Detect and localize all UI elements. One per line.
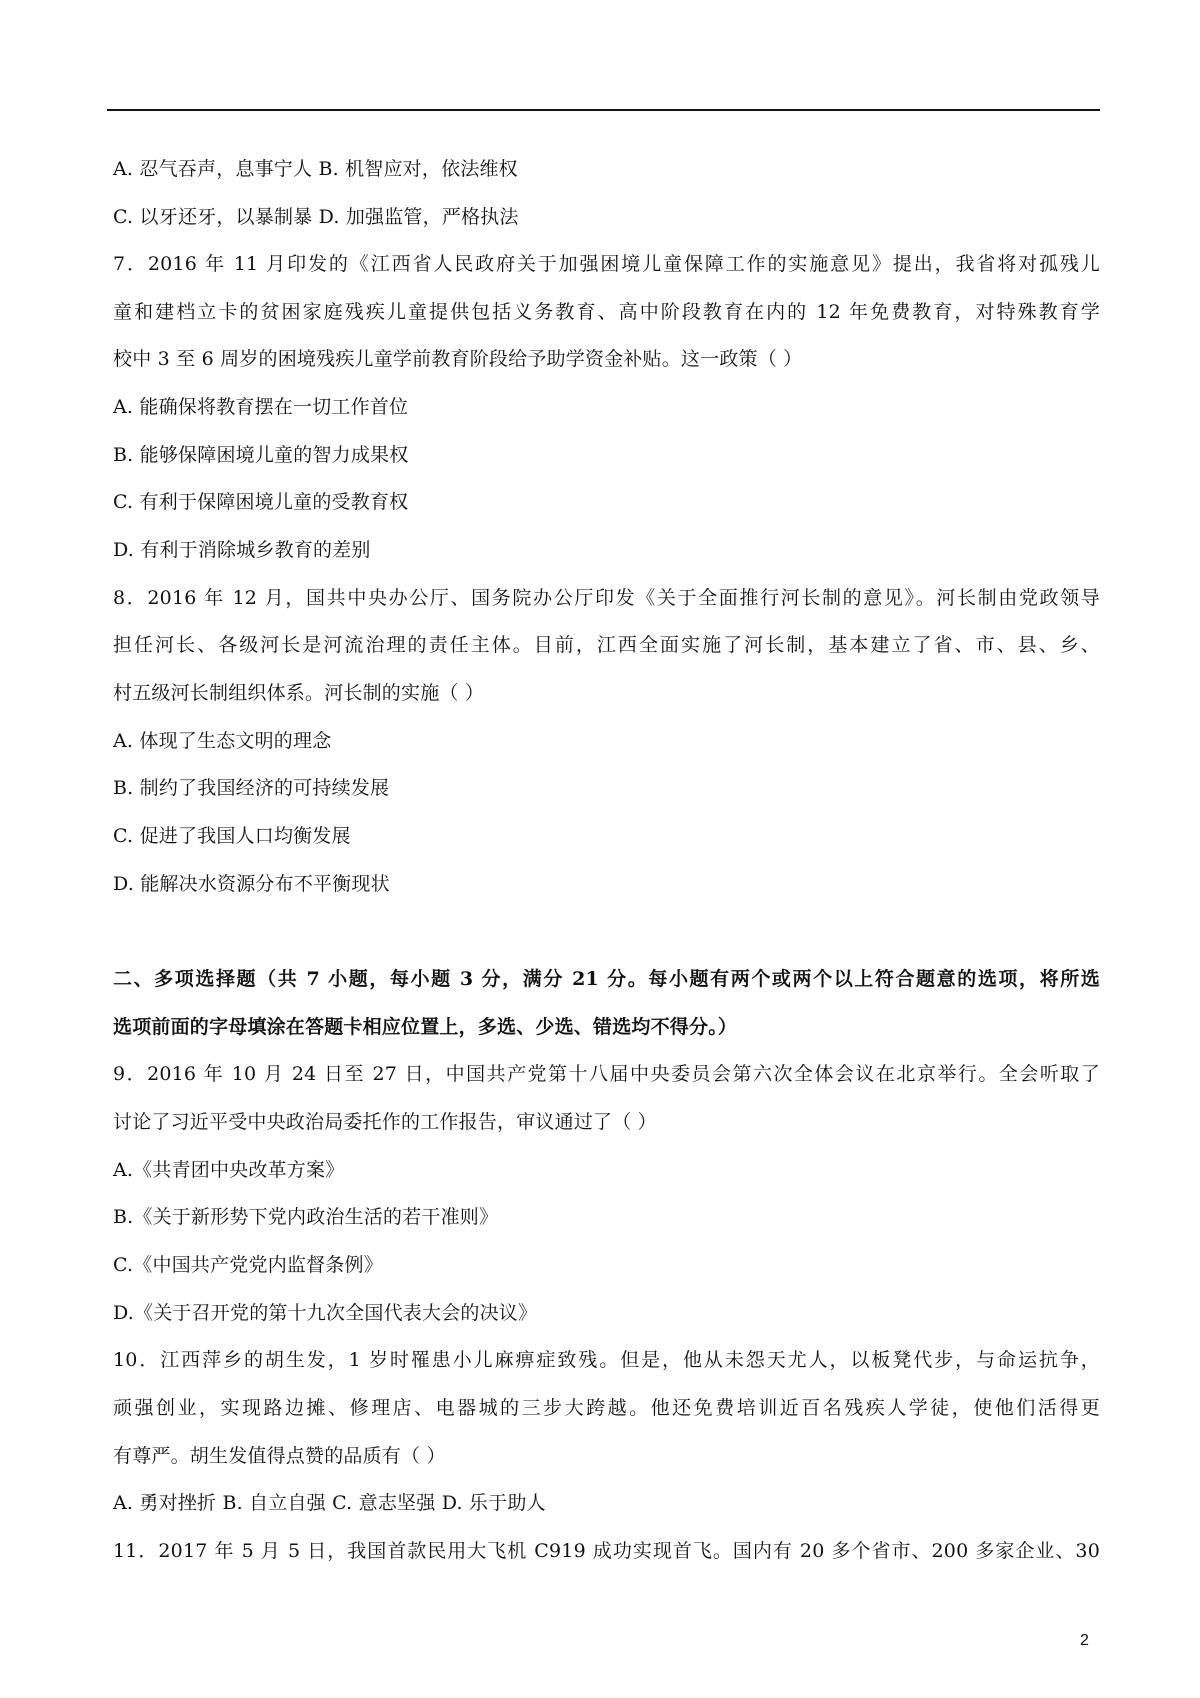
q9-stem-line-1: 9．2016 年 10 月 24 日至 27 日，中国共产党第十八届中央委员会第六次全体会议在北京举行。全会听取了 <box>113 1063 1100 1085</box>
q8-stem-line-1: 8．2016 年 12 月，国共中央办公厅、国务院办公厅印发《关于全面推行河长制的意见》。河长制由党政领导 <box>113 587 1100 609</box>
q7-option-d: D. 有利于消除城乡教育的差别 <box>113 539 371 561</box>
q7-stem-line-2: 童和建档立卡的贫困家庭残疾儿童提供包括义务教育、高中阶段教育在内的 12 年免费教育，对特殊教育学 <box>113 301 1100 323</box>
q9-option-a: A.《共青团中央改革方案》 <box>113 1159 345 1181</box>
q10-stem-line-1: 10．江西萍乡的胡生发，1 岁时罹患小儿麻痹症致残。但是，他从未怨天尤人，以板凳代步，与命运抗争， <box>113 1349 1100 1371</box>
q7-option-a: A. 能确保将教育摆在一切工作首位 <box>113 396 409 418</box>
q8-option-a: A. 体现了生态文明的理念 <box>113 730 332 752</box>
q9-stem-line-2: 讨论了习近平受中央政治局委托作的工作报告，审议通过了（ ） <box>113 1111 657 1133</box>
q6-options-line-1: A. 忍气吞声，息事宁人 B. 机智应对，依法维权 <box>113 158 518 180</box>
page-number: 2 <box>1080 1632 1089 1649</box>
q8-option-d: D. 能解决水资源分布不平衡现状 <box>113 873 390 895</box>
q8-option-b: B. 制约了我国经济的可持续发展 <box>113 777 390 799</box>
header-rule <box>107 109 1100 111</box>
q8-option-c: C. 促进了我国人口均衡发展 <box>113 825 351 847</box>
section2-heading-line-2: 选项前面的字母填涂在答题卡相应位置上，多选、少选、错选均不得分。） <box>113 1016 738 1038</box>
q7-option-b: B. 能够保障困境儿童的智力成果权 <box>113 444 409 466</box>
q7-option-c: C. 有利于保障困境儿童的受教育权 <box>113 491 409 513</box>
q6-options-line-2: C. 以牙还牙，以暴制暴 D. 加强监管，严格执法 <box>113 206 519 228</box>
q9-option-d: D.《关于召开党的第十九次全国代表大会的决议》 <box>113 1302 538 1324</box>
q10-options: A. 勇对挫折 B. 自立自强 C. 意志坚强 D. 乐于助人 <box>113 1492 546 1514</box>
q7-stem-line-1: 7．2016 年 11 月印发的《江西省人民政府关于加强困境儿童保障工作的实施意见》提出，我省将对孤残儿 <box>113 253 1100 275</box>
q10-stem-line-2: 顽强创业，实现路边摊、修理店、电器城的三步大跨越。他还免费培训近百名残疾人学徒，使他们活得更 <box>113 1397 1100 1419</box>
q9-option-b: B.《关于新形势下党内政治生活的若干准则》 <box>113 1206 499 1228</box>
q11-stem-line-1: 11．2017 年 5 月 5 日，我国首款民用大飞机 C919 成功实现首飞。国内有 20 多个省市、200 多家企业、30 <box>113 1540 1100 1562</box>
q8-stem-line-2: 担任河长、各级河长是河流治理的责任主体。目前，江西全面实施了河长制，基本建立了省、市、县、乡、 <box>113 634 1100 656</box>
section2-heading-line-1: 二、多项选择题（共 7 小题，每小题 3 分，满分 21 分。每小题有两个或两个以上符合题意的选项，将所选 <box>113 968 1100 990</box>
q10-stem-line-3: 有尊严。胡生发值得点赞的品质有（ ） <box>113 1445 446 1467</box>
q9-option-c: C.《中国共产党党内监督条例》 <box>113 1254 383 1276</box>
q8-stem-line-3: 村五级河长制组织体系。河长制的实施（ ） <box>113 682 485 704</box>
q7-stem-line-3: 校中 3 至 6 周岁的困境残疾儿童学前教育阶段给予助学资金补贴。这一政策（ ） <box>113 348 803 370</box>
